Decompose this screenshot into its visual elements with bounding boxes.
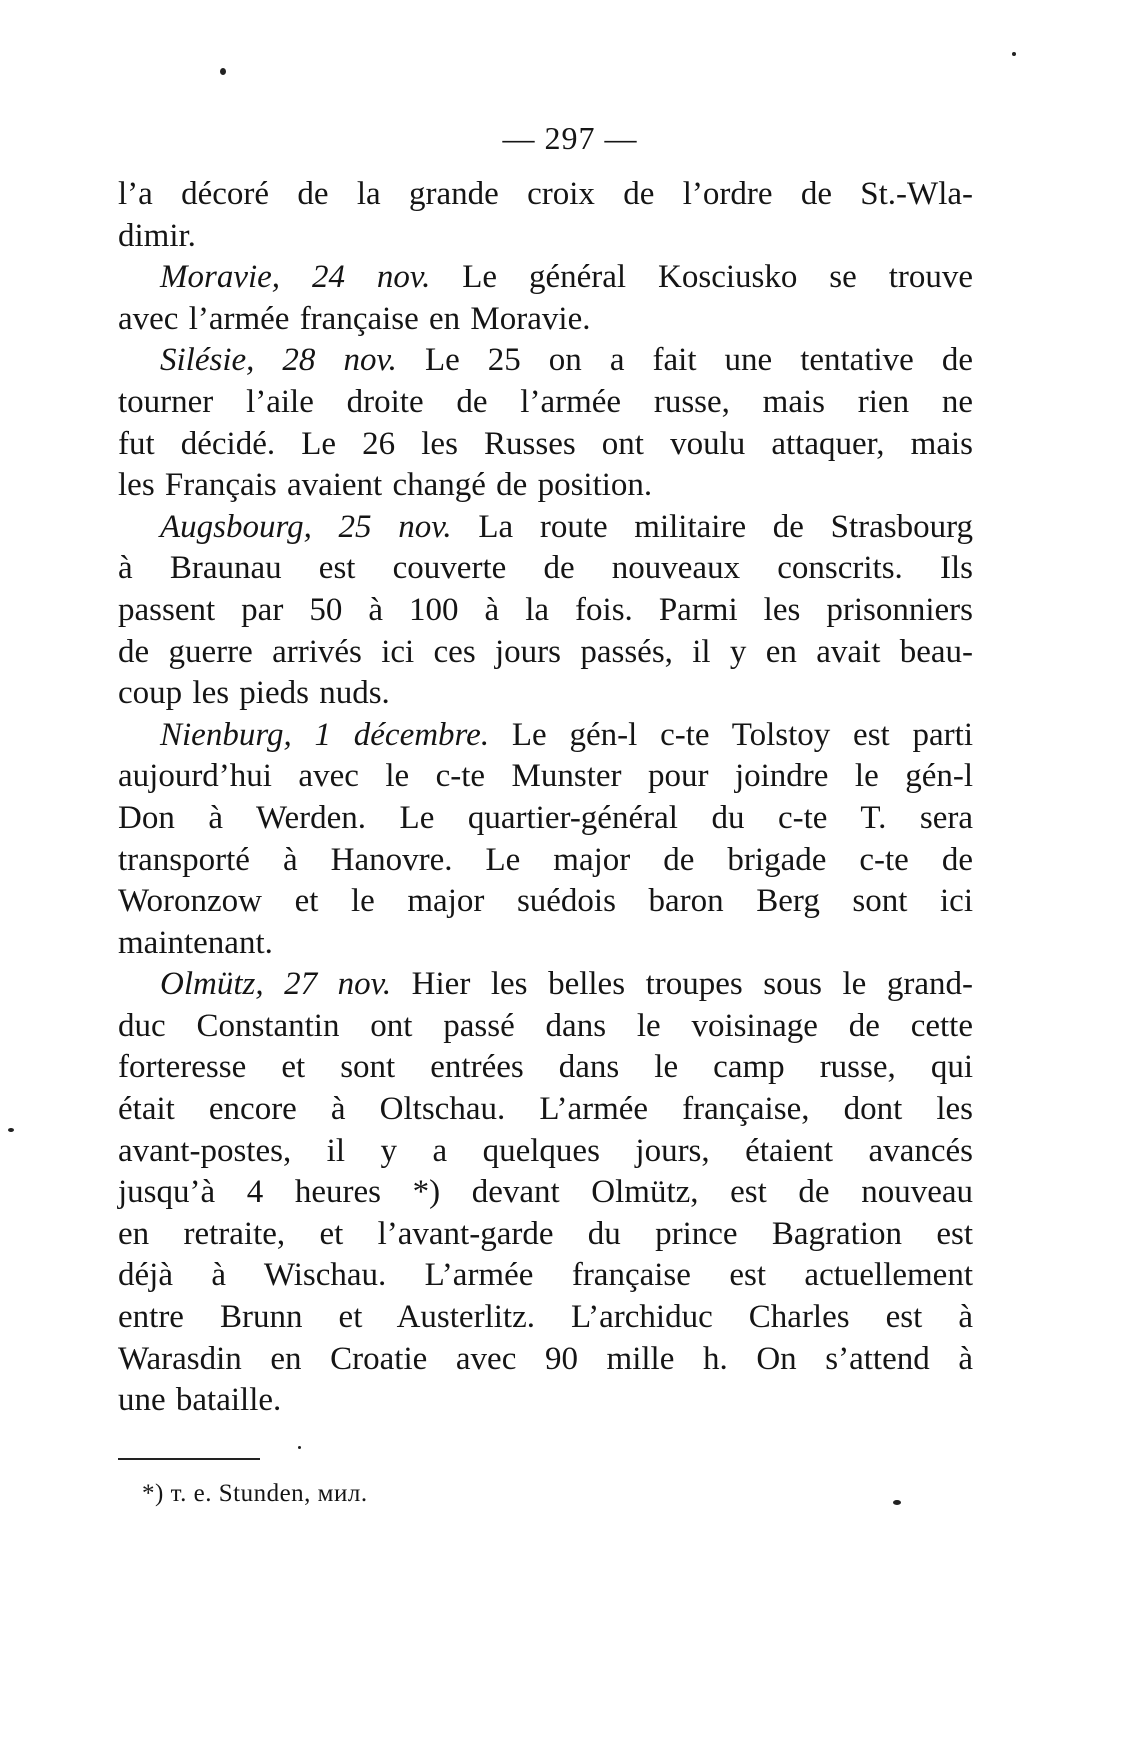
line-text: tourner l’aile droite de l’armée russe, mais rien ne: [118, 383, 973, 420]
dateline-place: Moravie, 24 nov.: [160, 259, 431, 296]
line-text: Le 25 on a fait une tentative de: [396, 342, 973, 379]
line-text: les Français avaient changé de position.: [118, 467, 653, 504]
line-text: jusqu’à 4 heures *) devant Olmütz, est de nouveau: [118, 1174, 973, 1211]
text-line: [118, 715, 973, 757]
line-text: de guerre arrivés ici ces jours passés, il y en avait beau-: [118, 633, 973, 670]
line-text: Woronzow et le major suédois baron Berg sont ici: [118, 883, 973, 920]
text-line: [118, 964, 973, 1006]
text-line: [118, 1214, 973, 1256]
text-line: [118, 881, 973, 923]
line-text: Hier les belles troupes sous le grand-: [391, 966, 973, 1003]
scan-speck: [220, 68, 226, 75]
line-text: dimir.: [118, 217, 196, 254]
text-line: [118, 216, 973, 258]
line-text: avec l’armée française en Moravie.: [118, 300, 591, 337]
line-text: entre Brunn et Austerlitz. L’archiduc Charles est à: [118, 1299, 973, 1336]
line-text: forteresse et sont entrées dans le camp russe, qui: [118, 1049, 973, 1086]
scan-speck: [8, 1128, 14, 1132]
text-line: [118, 798, 973, 840]
line-text: avant-postes, il y a quelques jours, étaient avancés: [118, 1132, 973, 1169]
text-line: [118, 840, 973, 882]
line-text: en retraite, et l’avant-garde du prince Bagration est: [118, 1215, 973, 1252]
text-line: [118, 1380, 973, 1422]
text-line: [118, 1047, 973, 1089]
text-line: [118, 923, 973, 965]
text-line: [118, 1089, 973, 1131]
text-line: [118, 1172, 973, 1214]
line-text: passent par 50 à 100 à la fois. Parmi les prisonniers: [118, 591, 973, 628]
line-text: Le général Kosciusko se trouve: [430, 259, 973, 296]
text-line: [118, 299, 973, 341]
line-text: à Braunau est couverte de nouveaux conscrits. Ils: [118, 550, 973, 587]
text-line: [118, 632, 973, 674]
dateline-place: Nienburg, 1 décembre.: [160, 716, 490, 753]
line-text: déjà à Wischau. L’armée française est actuellement: [118, 1257, 973, 1294]
dateline-place: Olmütz, 27 nov.: [160, 966, 392, 1003]
line-text: duc Constantin ont passé dans le voisinage de cette: [118, 1007, 973, 1044]
text-line: [118, 756, 973, 798]
text-line: [118, 1131, 973, 1173]
text-line: [118, 548, 973, 590]
line-text: transporté à Hanovre. Le major de brigade c-te de: [118, 841, 973, 878]
text-line: [118, 1006, 973, 1048]
text-line: [118, 590, 973, 632]
scan-speck: [298, 1446, 301, 1449]
text-line: [118, 257, 973, 299]
line-text: une bataille.: [118, 1382, 282, 1419]
text-line: [118, 174, 973, 216]
dateline-place: Silésie, 28 nov.: [160, 342, 397, 379]
body-text: [118, 174, 973, 1422]
footnote: *) т. е. Stunden, мил.: [142, 1480, 368, 1507]
footnote-rule: [118, 1458, 260, 1460]
dateline-place: Augsbourg, 25 nov.: [160, 508, 452, 545]
text-line: [118, 673, 973, 715]
line-text: Warasdin en Croatie avec 90 mille h. On s’attend à: [118, 1340, 973, 1377]
line-text: La route militaire de Strasbourg: [451, 508, 973, 545]
text-line: [118, 1339, 973, 1381]
scan-speck: [893, 1500, 901, 1505]
line-text: Le gén-l c-te Tolstoy est parti: [489, 716, 973, 753]
line-text: coup les pieds nuds.: [118, 675, 390, 712]
text-line: [118, 507, 973, 549]
text-line: [118, 382, 973, 424]
page-number: — 297 —: [502, 120, 638, 156]
scan-speck: [1012, 52, 1016, 56]
text-line: [118, 340, 973, 382]
line-text: fut décidé. Le 26 les Russes ont voulu attaquer, mais: [118, 425, 973, 462]
line-text: aujourd’hui avec le c-te Munster pour joindre le gén-l: [118, 758, 973, 795]
text-line: [118, 1297, 973, 1339]
line-text: était encore à Oltschau. L’armée française, dont les: [118, 1091, 973, 1128]
line-text: maintenant.: [118, 924, 273, 961]
text-line: [118, 424, 973, 466]
line-text: l’a décoré de la grande croix de l’ordre de St.-Wla-: [118, 176, 973, 212]
line-text: Don à Werden. Le quartier-général du c-te T. sera: [118, 799, 973, 836]
text-line: [118, 465, 973, 507]
text-line: [118, 1255, 973, 1297]
